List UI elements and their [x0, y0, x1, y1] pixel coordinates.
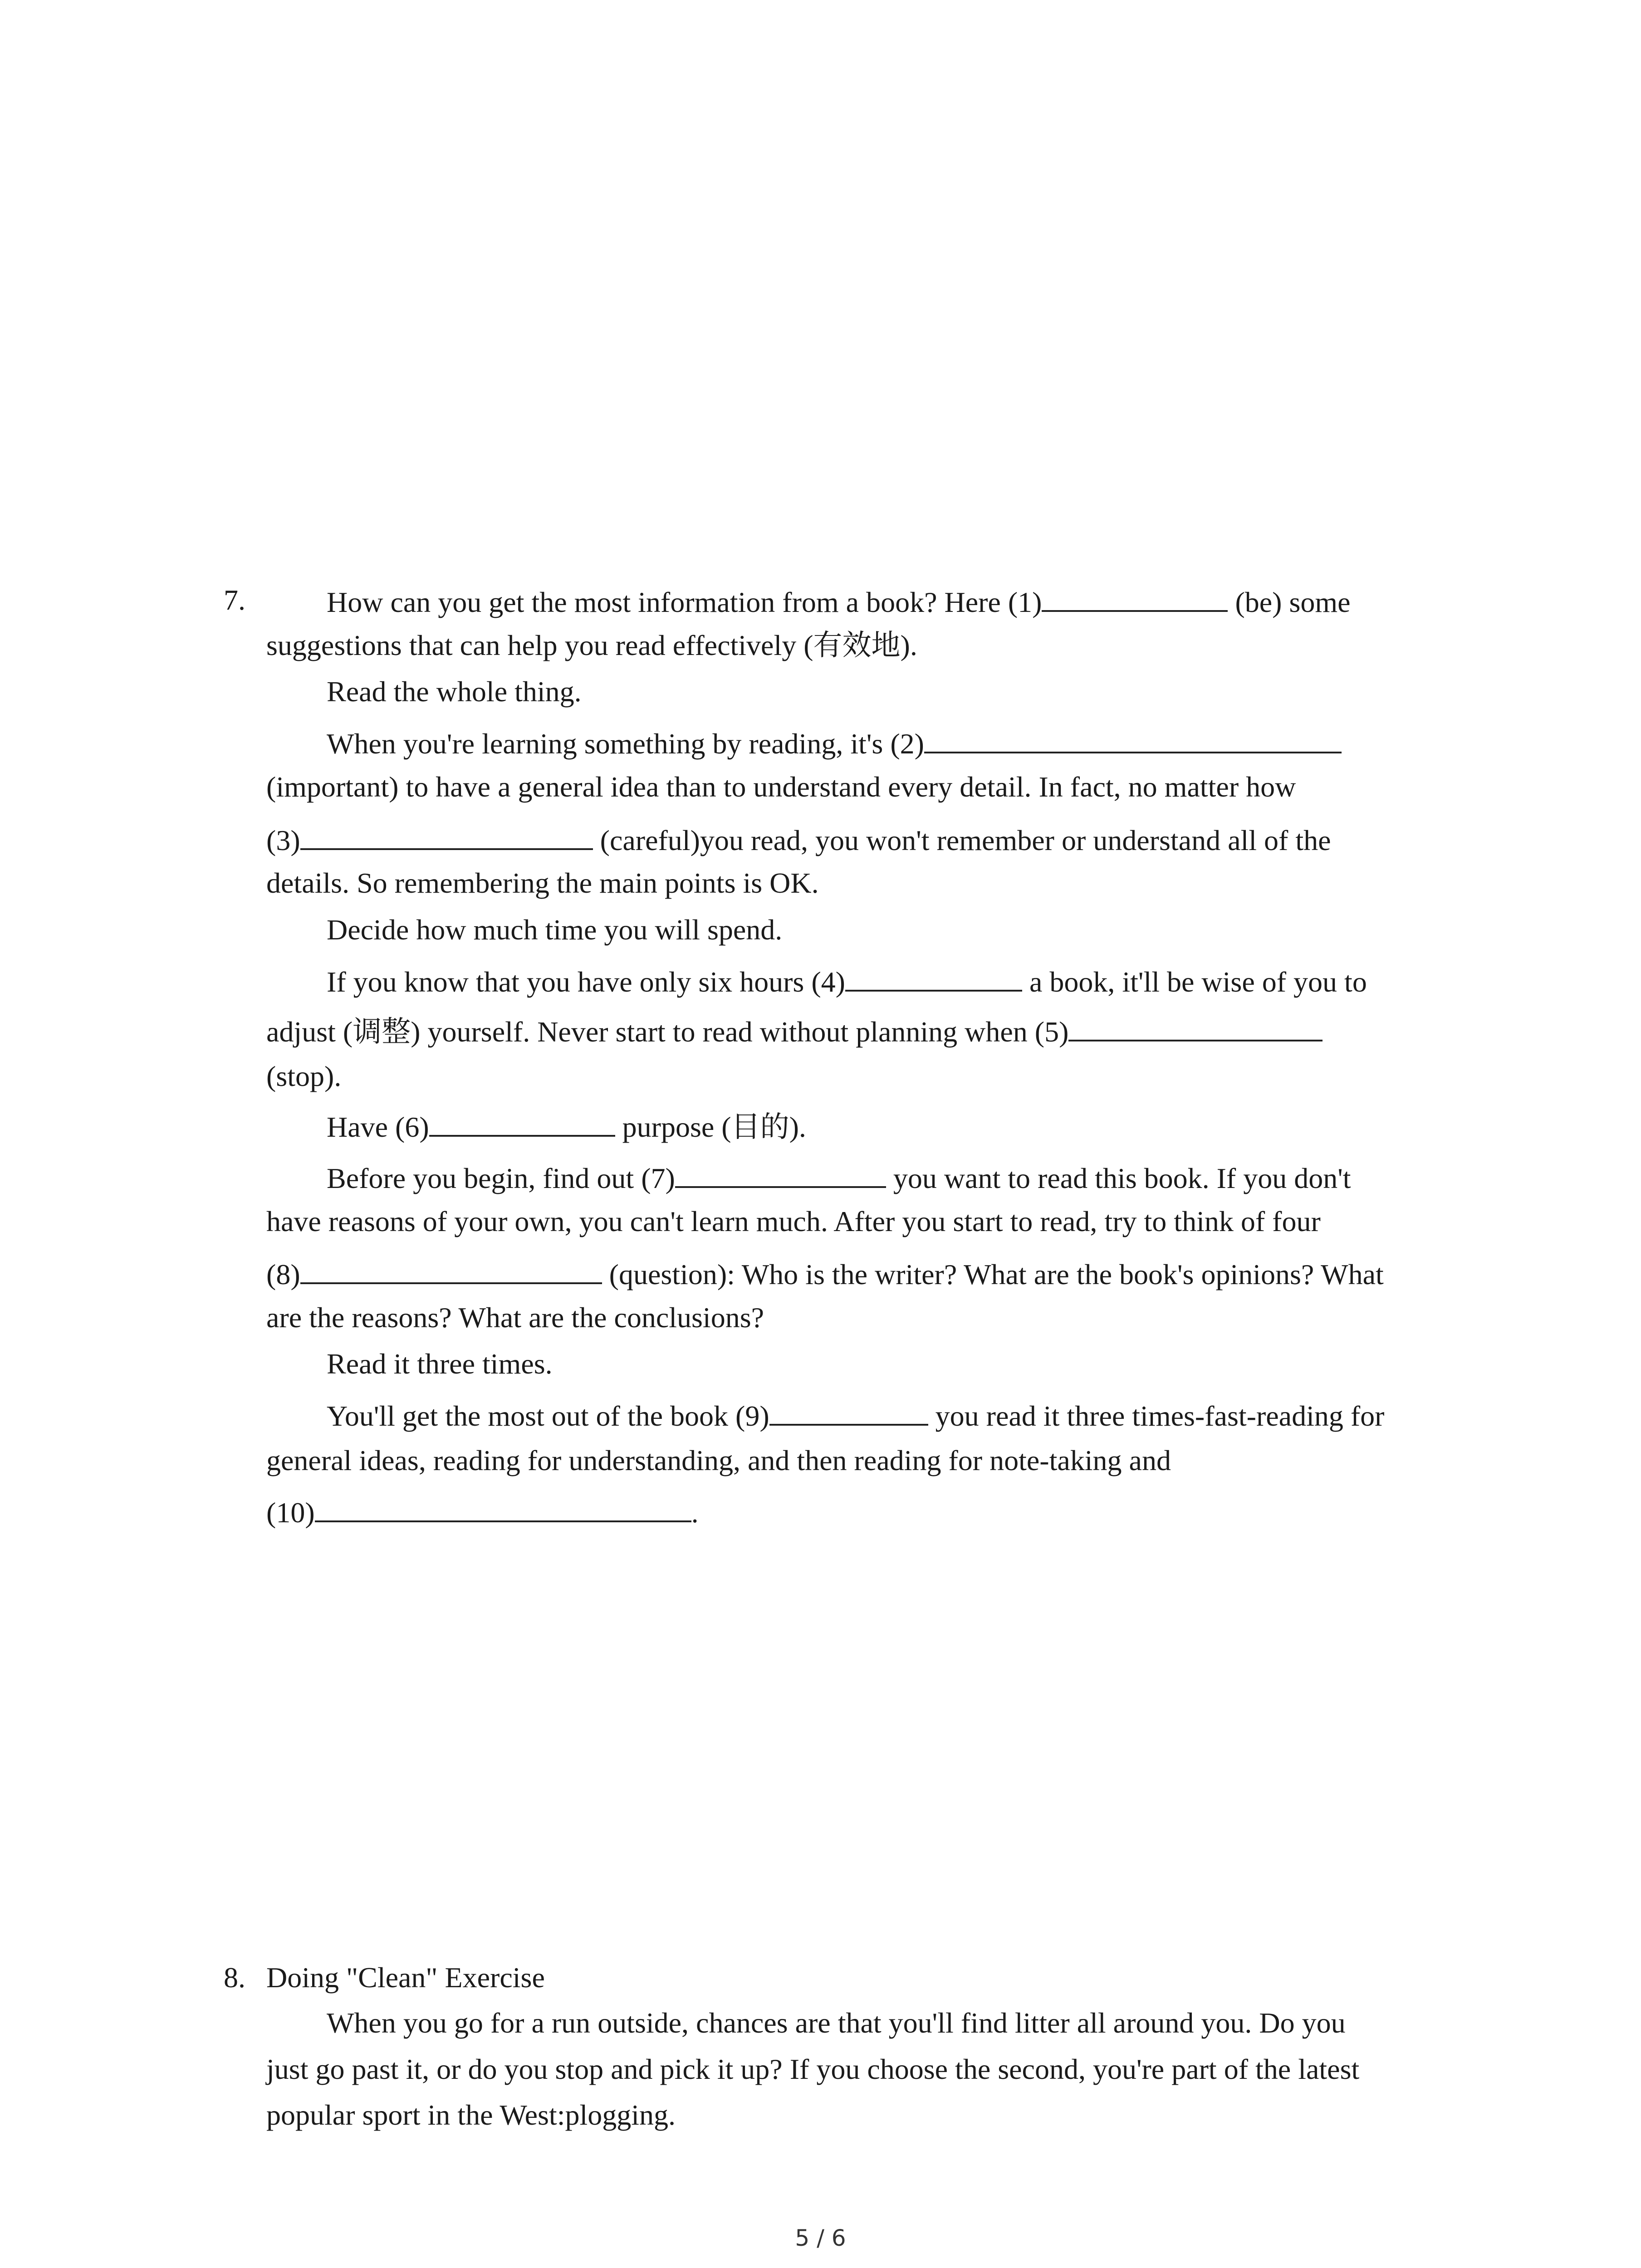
answer-blank-10[interactable] — [315, 1492, 691, 1522]
q7-heading-read-whole: Read the whole thing. — [327, 675, 582, 708]
q7-line-7: details. So remembering the main points is OK. — [266, 867, 819, 899]
q8-line-1: When you go for a run outside, chances are that you'll find litter all around you. Do you — [327, 2007, 1346, 2039]
q7-line-13: Before you begin, find out (7) you want to read this book. If you don't — [327, 1158, 1351, 1197]
answer-blank-4[interactable] — [845, 962, 1022, 992]
q7-line-14: have reasons of your own, you can't learn much. After you start to read, try to think of four — [266, 1205, 1321, 1237]
q7-heading-decide-time: Decide how much time you will spend. — [327, 914, 783, 946]
q7-line-10: adjust (调整) yourself. Never start to read without planning when (5) — [266, 1012, 1323, 1050]
q7-line-16: are the reasons? What are the conclusions? — [266, 1301, 764, 1334]
q7-line-6: (3) (careful)you read, you won't remember or understand all of the — [266, 820, 1331, 859]
q7-heading-read-three-times: Read it three times. — [327, 1348, 553, 1380]
answer-blank-3[interactable] — [300, 820, 593, 850]
q7-heading-have-purpose: Have (6) purpose (目的). — [327, 1107, 806, 1145]
answer-blank-8[interactable] — [300, 1254, 602, 1284]
q7-line-4: When you're learning something by reading, it's (2) — [327, 723, 1342, 762]
question-number-8: 8. — [224, 1961, 245, 1994]
answer-blank-1[interactable] — [1042, 582, 1228, 612]
question-number-7: 7. — [224, 584, 245, 616]
q7-line-5: (important) to have a general idea than to understand every detail. In fact, no matter how — [266, 771, 1296, 803]
q8-line-3: popular sport in the West:plogging. — [266, 2099, 676, 2131]
q7-line-18: You'll get the most out of the book (9) you read it three times-fast-reading for — [327, 1396, 1384, 1434]
q8-line-2: just go past it, or do you stop and pick it up? If you choose the second, you're part of the latest — [266, 2053, 1360, 2085]
page-number: 5 / 6 — [795, 2225, 846, 2251]
answer-blank-6[interactable] — [429, 1107, 615, 1137]
q7-line-20: (10) . — [266, 1492, 699, 1531]
q7-line-9: If you know that you have only six hours (4) a book, it'll be wise of you to — [327, 962, 1367, 1000]
q7-line-11: (stop). — [266, 1060, 342, 1092]
q7-line-2: suggestions that can help you read effectively (有效地). — [266, 629, 917, 661]
answer-blank-7[interactable] — [675, 1158, 886, 1188]
answer-blank-9[interactable] — [769, 1396, 928, 1426]
q8-title: Doing "Clean" Exercise — [266, 1961, 545, 1994]
answer-blank-5[interactable] — [1068, 1012, 1323, 1041]
answer-blank-2[interactable] — [924, 723, 1342, 753]
q7-line-15: (8) (question): Who is the writer? What are the book's opinions? What — [266, 1254, 1384, 1293]
q7-line-1: How can you get the most information from a book? Here (1) (be) some — [327, 582, 1351, 621]
q7-line-19: general ideas, reading for understanding, and then reading for note-taking and — [266, 1444, 1171, 1476]
